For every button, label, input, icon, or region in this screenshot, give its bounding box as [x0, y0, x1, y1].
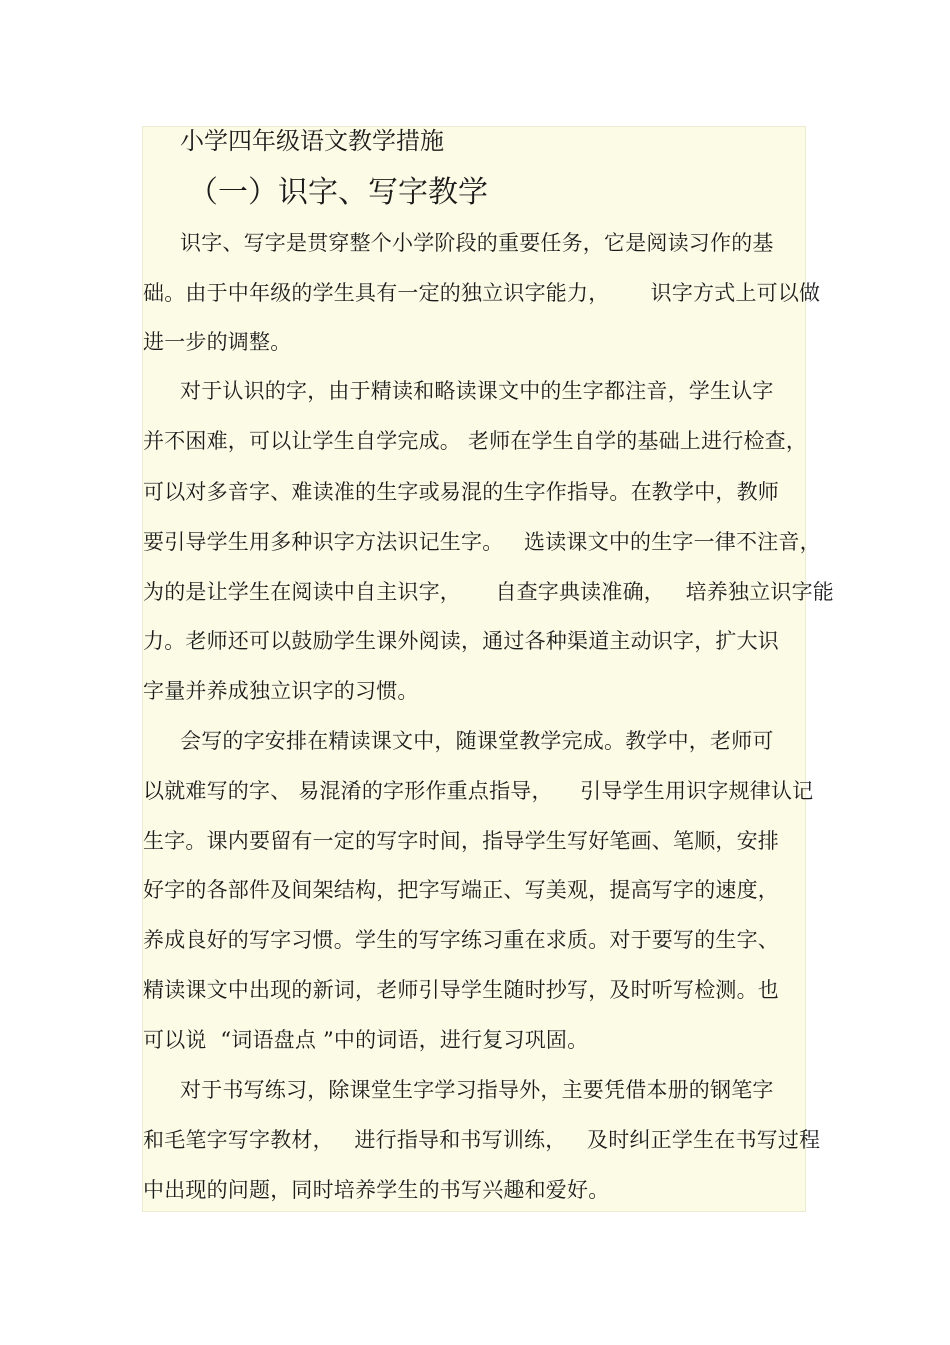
paragraph-3-line-5: 养成良好的写字习惯。学生的写字练习重在求质。对于要写的生字、 — [143, 928, 779, 952]
paragraph-2-line-3: 可以对多音字、难读准的生字或易混的生字作指导。在教学中，教师 — [143, 480, 779, 504]
paragraph-3-line-4: 好字的各部件及间架结构，把字写端正、写美观，提高写字的速度， — [143, 878, 779, 902]
paragraph-3-line-6: 精读课文中出现的新词，老师引导学生随时抄写，及时听写检测。也 — [143, 978, 779, 1002]
paragraph-1-line-2: 础。由于中年级的学生具有一定的独立识字能力， 识字方式上可以做 — [143, 281, 821, 305]
paragraph-3-line-7: 可以说 “词语盘点 ”中的词语，进行复习巩固。 — [143, 1028, 589, 1052]
paragraph-2-line-4: 要引导学生用多种识字方法识记生字。 选读课文中的生字一律不注音， — [143, 530, 821, 554]
document-title: 小学四年级语文教学措施 — [180, 127, 444, 155]
paragraph-4-line-3: 中出现的问题，同时培养学生的书写兴趣和爱好。 — [143, 1178, 610, 1202]
paragraph-4-line-1: 对于书写练习，除课堂生字学习指导外，主要凭借本册的钢笔字 — [180, 1078, 774, 1102]
paragraph-1-line-3: 进一步的调整。 — [143, 330, 292, 354]
paragraph-2-line-1: 对于认识的字，由于精读和略读课文中的生字都注音，学生认字 — [180, 379, 774, 403]
paragraph-2-line-2: 并不困难，可以让学生自学完成。 老师在学生自学的基础上进行检查， — [143, 429, 808, 453]
paragraph-4-line-2: 和毛笔字写字教材， 进行指导和书写训练， 及时纠正学生在书写过程 — [143, 1128, 821, 1152]
paragraph-2-line-7: 字量并养成独立识字的习惯。 — [143, 679, 419, 703]
paragraph-3-line-1: 会写的字安排在精读课文中，随课堂教学完成。教学中，老师可 — [180, 729, 774, 753]
paragraph-3-line-3: 生字。课内要留有一定的写字时间，指导学生写好笔画、笔顺，安排 — [143, 829, 779, 853]
paragraph-3-line-2: 以就难写的字、 易混淆的字形作重点指导， 引导学生用识字规律认记 — [143, 779, 814, 803]
section-heading: （一）识字、写字教学 — [188, 175, 488, 210]
paragraph-2-line-5: 为的是让学生在阅读中自主识字， 自查字典读准确， 培养独立识字能 — [143, 580, 834, 604]
paragraph-1-line-1: 识字、写字是贯穿整个小学阶段的重要任务，它是阅读习作的基 — [180, 231, 774, 255]
paragraph-2-line-6: 力。老师还可以鼓励学生课外阅读，通过各种渠道主动识字，扩大识 — [143, 629, 779, 653]
